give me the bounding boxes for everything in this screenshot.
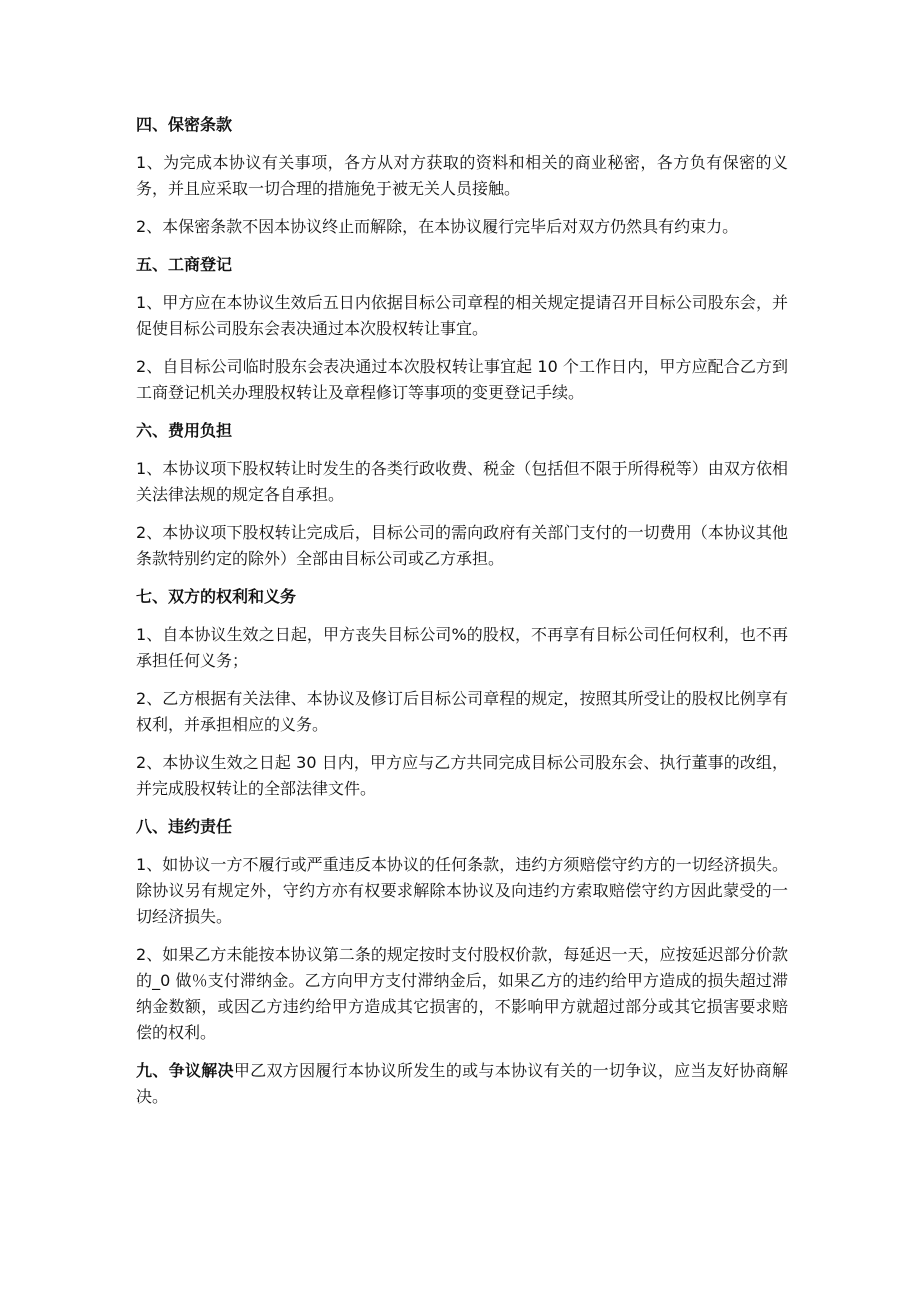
- paragraph: 1、如协议一方不履行或严重违反本协议的任何条款，违约方须赔偿守约方的一切经济损失。除协议另有规定外，守约方亦有权要求解除本协议及向违约方索取赔偿守约方因此蒙受的一切经济损失。: [136, 855, 788, 926]
- paragraph: 1、自本协议生效之日起，甲方丧失目标公司%的股权，不再享有目标公司任何权利，也不再承担任何义务；: [136, 625, 788, 670]
- section-heading-breach: 八、违约责任: [136, 817, 233, 836]
- document-page: [136, 112, 788, 1110]
- paragraph: 2、如果乙方未能按本协议第二条的规定按时支付股权价款，每延迟一天，应按延迟部分价款的_0 做％支付滞纳金。乙方向甲方支付滞纳金后，如果乙方的违约给甲方造成的损失超过滞纳金数额，或因乙方违约给甲方造成其它损害的，不影响甲方就超过部分或其它损害要求赔偿的权利。: [136, 945, 788, 1042]
- paragraph: 2、乙方根据有关法律、本协议及修订后目标公司章程的规定，按照其所受让的股权比例享有权利，并承担相应的义务。: [136, 689, 788, 734]
- paragraph-text: 甲乙双方因履行本协议所发生的或与本协议有关的一切争议，应当友好协商解决。: [136, 1061, 788, 1106]
- paragraph: 2、本协议项下股权转让完成后，目标公司的需向政府有关部门支付的一切费用（本协议其他条款特别约定的除外）全部由目标公司或乙方承担。: [136, 523, 788, 568]
- section-heading-confidentiality: 四、保密条款: [136, 115, 233, 134]
- paragraph: 2、本协议生效之日起 30 日内，甲方应与乙方共同完成目标公司股东会、执行董事的改组，并完成股权转让的全部法律文件。: [136, 753, 788, 798]
- section-heading-dispute: 九、争议解决: [136, 1061, 234, 1080]
- paragraph: 2、本保密条款不因本协议终止而解除，在本协议履行完毕后对双方仍然具有约束力。: [136, 217, 739, 236]
- section-heading-expenses: 六、费用负担: [136, 421, 233, 440]
- paragraph: 1、本协议项下股权转让时发生的各类行政收费、税金（包括但不限于所得税等）由双方依相关法律法规的规定各自承担。: [136, 459, 788, 504]
- paragraph: 2、自目标公司临时股东会表决通过本次股权转让事宜起 10 个工作日内，甲方应配合乙方到工商登记机关办理股权转让及章程修订等事项的变更登记手续。: [136, 357, 788, 402]
- dispute-resolution-paragraph: [136, 1058, 788, 1110]
- paragraph: 1、为完成本协议有关事项，各方从对方获取的资料和相关的商业秘密，各方负有保密的义务，并且应采取一切合理的措施免于被无关人员接触。: [136, 153, 788, 198]
- section-heading-rights-obligations: 七、双方的权利和义务: [136, 587, 297, 606]
- paragraph: 1、甲方应在本协议生效后五日内依据目标公司章程的相关规定提请召开目标公司股东会，并促使目标公司股东会表决通过本次股权转让事宜。: [136, 293, 788, 338]
- section-heading-registration: 五、工商登记: [136, 255, 233, 274]
